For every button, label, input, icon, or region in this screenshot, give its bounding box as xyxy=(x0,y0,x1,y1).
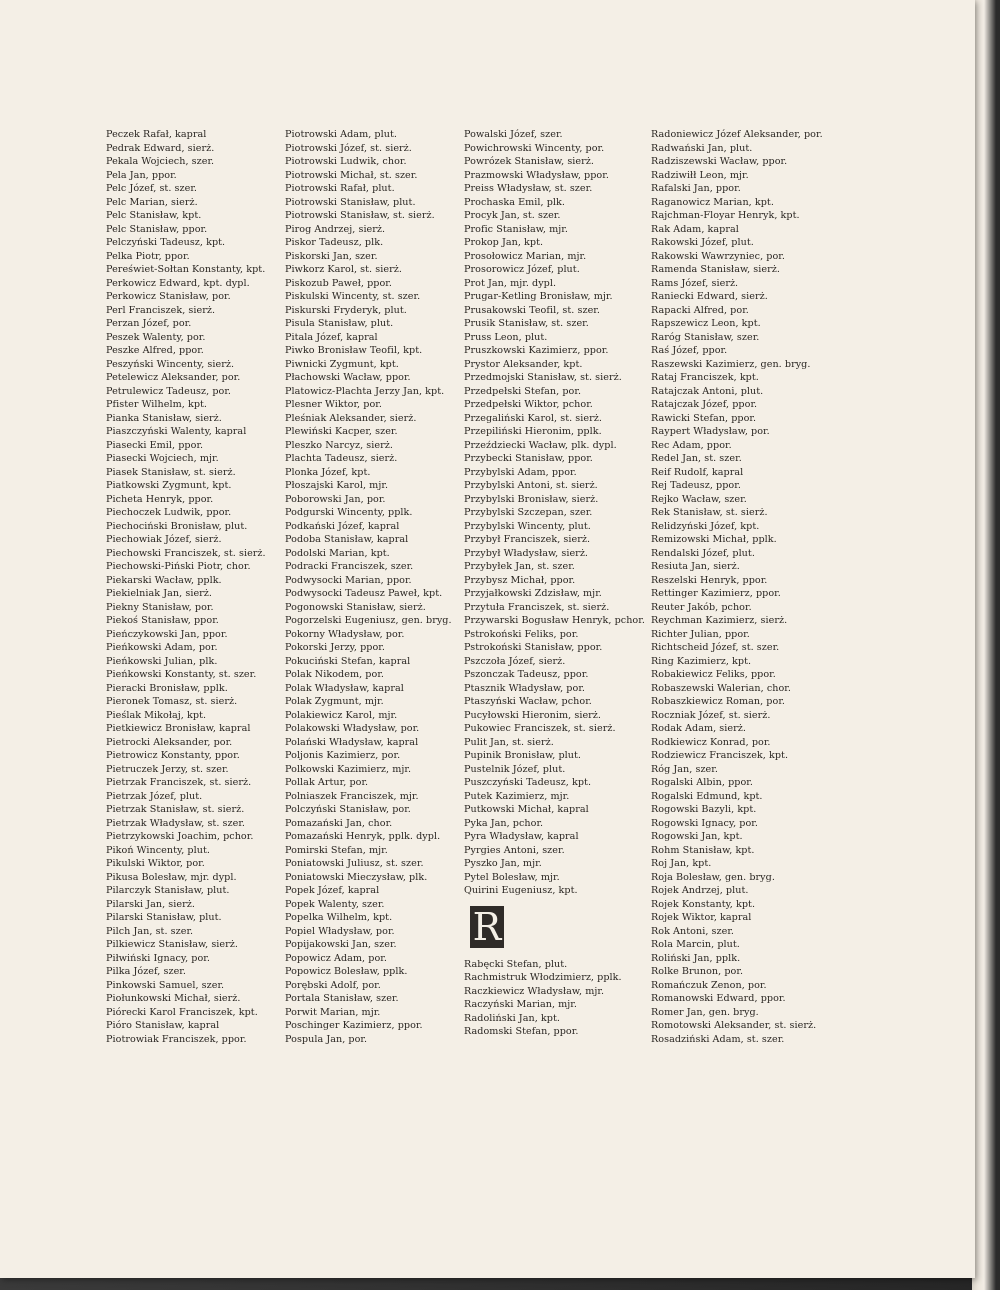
name-entry: Pelc Marian, sierż. xyxy=(106,196,198,208)
name-entry: Remizowski Michał, pplk. xyxy=(651,534,777,545)
name-entry: Richtscheid Józef, st. szer. xyxy=(651,642,780,653)
name-entry: Prosorowicz Józef, plut. xyxy=(464,264,580,275)
name-entry: Podoba Stanisław, kapral xyxy=(285,534,409,545)
name-entry: Popek Walenty, szer. xyxy=(285,898,385,910)
name-entry: Plesner Wiktor, por. xyxy=(285,399,382,410)
name-entry: Piskor Tadeusz, plk. xyxy=(285,237,384,248)
name-entry: Profic Stanisław, mjr. xyxy=(464,223,568,235)
name-entry: Peszek Walenty, por. xyxy=(106,331,206,343)
name-entry: Pokorski Jerzy, ppor. xyxy=(285,642,385,653)
name-entry: Przybylski Antoni, st. sierż. xyxy=(464,480,598,491)
name-entry: Polczyński Stanisław, por. xyxy=(285,804,411,815)
name-entry: Perzan Józef, por. xyxy=(106,318,192,329)
name-column-2 xyxy=(285,128,452,1046)
name-entry: Putek Kazimierz, mjr. xyxy=(464,790,570,802)
name-entry: Radomski Stefan, ppor. xyxy=(464,1026,579,1037)
name-entry: Porwit Marian, mjr. xyxy=(285,1006,381,1018)
name-entry: Perl Franciszek, sierż. xyxy=(106,304,216,316)
name-entry: Pietrowicz Konstanty, ppor. xyxy=(106,750,240,761)
name-entry: Przedpełski Stefan, por. xyxy=(464,385,582,397)
name-entry: Peszyński Wincenty, sierż. xyxy=(106,358,235,370)
name-entry: Przywarski Bogusław Henryk, pchor. xyxy=(464,615,645,626)
name-entry: Raszewski Kazimierz, gen. bryg. xyxy=(651,358,811,370)
name-entry: Pedrak Edward, sierż. xyxy=(106,142,215,154)
name-entry: Pytel Bolesław, mjr. xyxy=(464,871,560,883)
name-entry: Pleszko Narcyz, sierż. xyxy=(285,439,393,451)
name-entry: Piaszczyński Walenty, kapral xyxy=(106,426,247,437)
column-3-r-section xyxy=(464,958,645,1039)
name-entry: Piwko Bronisław Teofil, kpt. xyxy=(285,345,423,356)
name-entry: Roliński Jan, pplk. xyxy=(651,952,741,964)
name-entry: Rapszewicz Leon, kpt. xyxy=(651,318,761,329)
name-entry: Poljonis Kazimierz, por. xyxy=(285,750,401,761)
name-entry: Pruszkowski Kazimierz, ppor. xyxy=(464,345,609,356)
name-entry: Pyka Jan, pchor. xyxy=(464,817,544,829)
name-entry: Przybylski Adam, ppor. xyxy=(464,466,577,478)
name-entry: Plonka Józef, kpt. xyxy=(285,466,371,478)
name-entry: Pietrzak Stanisław, st. sierż. xyxy=(106,804,245,815)
name-entry: Rodziewicz Franciszek, kpt. xyxy=(651,750,789,761)
name-entry: Rams Józef, sierż. xyxy=(651,277,739,289)
name-entry: Przedmojski Stanisław, st. sierż. xyxy=(464,372,622,383)
name-entry: Pfister Wilhelm, kpt. xyxy=(106,399,208,410)
name-entry: Pilarski Jan, sierż. xyxy=(106,898,195,910)
page-edge xyxy=(972,0,1000,1290)
name-entry: Powalski Józef, szer. xyxy=(464,129,563,140)
name-entry: Rachmistruk Włodzimierz, pplk. xyxy=(464,972,622,983)
name-entry: Rola Marcin, plut. xyxy=(651,939,740,950)
name-entry: Porębski Adolf, por. xyxy=(285,979,381,991)
name-entry: Rec Adam, ppor. xyxy=(651,439,732,451)
name-entry: Przybylski Szczepan, szer. xyxy=(464,507,593,518)
name-entry: Płachowski Wacław, ppor. xyxy=(285,372,411,383)
name-entry: Reychman Kazimierz, sierż. xyxy=(651,615,788,626)
name-entry: Romer Jan, gen. bryg. xyxy=(651,1006,759,1018)
name-entry: Pollak Artur, por. xyxy=(285,777,369,788)
name-entry: Pszczoła Józef, sierż. xyxy=(464,655,566,667)
name-entry: Powrózek Stanisław, sierż. xyxy=(464,156,594,167)
name-entry: Pieślak Mikołaj, kpt. xyxy=(106,709,207,721)
name-entry: Piechoczek Ludwik, ppor. xyxy=(106,507,232,518)
name-entry: Pieńkowski Adam, por. xyxy=(106,642,218,653)
name-entry: Pieracki Bronisław, pplk. xyxy=(106,682,228,694)
name-entry: Pomazański Jan, chor. xyxy=(285,817,393,829)
name-entry: Piotrowiak Franciszek, ppor. xyxy=(106,1033,247,1045)
name-entry: Putkowski Michał, kapral xyxy=(464,804,589,815)
name-entry: Rak Adam, kapral xyxy=(651,223,739,235)
name-entry: Przyjałkowski Zdzisław, mjr. xyxy=(464,588,602,599)
name-entry: Pszonczak Tadeusz, ppor. xyxy=(464,669,589,680)
name-entry: Rapacki Alfred, por. xyxy=(651,304,749,316)
name-entry: Piekny Stanisław, por. xyxy=(106,601,214,613)
name-entry: Piwnicki Zygmunt, kpt. xyxy=(285,358,399,370)
name-entry: Plachta Tadeusz, sierż. xyxy=(285,453,398,464)
name-entry: Raróg Stanisław, szer. xyxy=(651,331,760,343)
name-entry: Pstrokoński Stanisław, ppor. xyxy=(464,642,603,653)
name-entry: Pietkiewicz Bronisław, kapral xyxy=(106,723,251,734)
name-entry: Radoliński Jan, kpt. xyxy=(464,1012,560,1024)
name-entry: Romańczuk Zenon, por. xyxy=(651,979,767,991)
name-entry: Prosołowicz Marian, mjr. xyxy=(464,250,587,262)
name-entry: Popijakowski Jan, szer. xyxy=(285,939,397,950)
name-entry: Polniaszek Franciszek, mjr. xyxy=(285,790,419,802)
name-entry: Polakowski Władysław, por. xyxy=(285,723,420,734)
name-entry: Petelewicz Aleksander, por. xyxy=(106,372,241,383)
name-entry: Polak Władysław, kapral xyxy=(285,682,404,694)
name-entry: Rogowski Bazyli, kpt. xyxy=(651,804,757,815)
name-entry: Radziwiłł Leon, mjr. xyxy=(651,169,749,181)
name-entry: Poniatowski Mieczysław, plk. xyxy=(285,871,428,883)
name-entry: Pinkowski Samuel, szer. xyxy=(106,979,225,991)
name-entry: Pupinik Bronisław, plut. xyxy=(464,750,582,761)
name-entry: Piskurski Fryderyk, plut. xyxy=(285,304,407,316)
name-entry: Piotrowski Stanisław, plut. xyxy=(285,196,416,208)
name-entry: Podwysocki Marian, ppor. xyxy=(285,574,412,586)
name-entry: Piechowiak Józef, sierż. xyxy=(106,534,222,545)
name-entry: Raypert Władysław, por. xyxy=(651,426,770,437)
name-entry: Poniatowski Juliusz, st. szer. xyxy=(285,858,424,869)
name-entry: Piskorski Jan, szer. xyxy=(285,250,378,262)
name-entry: Poschinger Kazimierz, ppor. xyxy=(285,1020,423,1031)
name-entry: Rafalski Jan, ppor. xyxy=(651,183,741,194)
name-entry: Przytuła Franciszek, st. sierż. xyxy=(464,601,610,613)
name-entry: Pustelnik Józef, plut. xyxy=(464,763,566,775)
name-entry: Rosadziński Adam, st. szer. xyxy=(651,1033,785,1045)
name-entry: Piekarski Wacław, pplk. xyxy=(106,574,222,586)
name-entry: Pieńkowski Julian, plk. xyxy=(106,655,218,667)
name-entry: Rogalski Edmund, kpt. xyxy=(651,790,763,802)
name-entry: Romotowski Aleksander, st. sierż. xyxy=(651,1020,817,1031)
name-entry: Ptasznik Władysław, por. xyxy=(464,682,585,694)
name-entry: Pelc Stanisław, ppor. xyxy=(106,223,208,235)
name-entry: Pomirski Stefan, mjr. xyxy=(285,844,388,856)
name-entry: Piórecki Karol Franciszek, kpt. xyxy=(106,1006,258,1018)
name-entry: Prot Jan, mjr. dypl. xyxy=(464,277,557,289)
name-entry: Pieńkowski Konstanty, st. szer. xyxy=(106,669,257,680)
name-entry: Piasek Stanisław, st. sierż. xyxy=(106,466,236,478)
name-entry: Peczek Rafał, kapral xyxy=(106,129,207,140)
name-entry: Rodkiewicz Konrad, por. xyxy=(651,736,771,748)
name-entry: Pirog Andrzej, sierż. xyxy=(285,223,386,235)
name-entry: Pleśniak Aleksander, sierż. xyxy=(285,412,417,424)
name-entry: Rojek Konstanty, kpt. xyxy=(651,898,756,910)
name-entry: Ratajczak Józef, ppor. xyxy=(651,399,758,410)
name-entry: Pietrzak Władysław, st. szer. xyxy=(106,817,246,829)
name-entry: Pyszko Jan, mjr. xyxy=(464,858,542,869)
name-entry: Rabęcki Stefan, plut. xyxy=(464,958,568,970)
name-entry: Robaszkiewicz Roman, por. xyxy=(651,696,785,707)
name-entry: Ptaszyński Wacław, pchor. xyxy=(464,696,592,707)
name-entry: Portala Stanisław, szer. xyxy=(285,993,399,1004)
name-entry: Pruss Leon, plut. xyxy=(464,331,548,343)
name-entry: Podkański Józef, kapral xyxy=(285,520,400,532)
name-entry: Pomazański Henryk, pplk. dypl. xyxy=(285,831,441,842)
decorative-initial-r: R xyxy=(470,906,504,948)
name-entry: Piasecki Wojciech, mjr. xyxy=(106,453,219,464)
name-entry: Rettinger Kazimierz, ppor. xyxy=(651,588,781,599)
name-column-1 xyxy=(106,128,266,1046)
name-entry: Richter Julian, ppor. xyxy=(651,628,750,640)
name-entry: Rodak Adam, sierż. xyxy=(651,723,746,734)
name-entry: Pokorny Władysław, por. xyxy=(285,628,405,640)
name-entry: Przybylski Wincenty, plut. xyxy=(464,520,591,532)
name-entry: Pióro Stanisław, kapral xyxy=(106,1020,220,1031)
name-entry: Resiuta Jan, sierż. xyxy=(651,561,740,572)
name-entry: Rakowski Józef, plut. xyxy=(651,237,754,248)
name-entry: Reszelski Henryk, ppor. xyxy=(651,574,768,586)
name-entry: Przybysz Michał, ppor. xyxy=(464,574,576,586)
name-entry: Piołunkowski Michał, sierż. xyxy=(106,993,241,1004)
name-entry: Polakiewicz Karol, mjr. xyxy=(285,709,398,721)
name-entry: Ratajczak Antoni, plut. xyxy=(651,385,764,397)
name-entry: Piwkorz Karol, st. sierż. xyxy=(285,264,402,275)
name-entry: Pitala Józef, kapral xyxy=(285,331,378,343)
name-entry: Pikoń Wincenty, plut. xyxy=(106,844,210,856)
name-entry: Platowicz-Plachta Jerzy Jan, kpt. xyxy=(285,385,445,397)
name-entry: Piłwiński Ignacy, por. xyxy=(106,952,210,964)
column-3-p-section xyxy=(464,128,645,898)
name-entry: Przegaliński Karol, st. sierż. xyxy=(464,412,602,424)
name-entry: Przybecki Stanisław, ppor. xyxy=(464,453,593,464)
name-entry: Robaszewski Walerian, chor. xyxy=(651,682,791,694)
name-entry: Radoniewicz Józef Aleksander, por. xyxy=(651,129,823,140)
name-entry: Pilkiewicz Stanisław, sierż. xyxy=(106,939,238,950)
name-entry: Rogowski Ignacy, por. xyxy=(651,817,758,829)
name-entry: Puszczyński Tadeusz, kpt. xyxy=(464,777,592,788)
name-entry: Raniecki Edward, sierż. xyxy=(651,291,768,302)
name-entry: Peszke Alfred, ppor. xyxy=(106,345,204,356)
name-entry: Popiel Władysław, por. xyxy=(285,925,395,937)
name-entry: Polak Nikodem, por. xyxy=(285,669,385,680)
name-entry: Rogowski Jan, kpt. xyxy=(651,831,743,842)
name-entry: Pietrocki Aleksander, por. xyxy=(106,736,233,748)
name-entry: Prochaska Emil, plk. xyxy=(464,196,566,208)
name-entry: Piekoś Stanisław, ppor. xyxy=(106,615,219,626)
name-entry: Pilarski Stanisław, plut. xyxy=(106,912,222,923)
name-entry: Popowicz Adam, por. xyxy=(285,952,387,964)
name-entry: Perkowicz Edward, kpt. dypl. xyxy=(106,277,250,289)
name-entry: Piechociński Bronisław, plut. xyxy=(106,520,248,532)
name-entry: Piotrowski Stanisław, st. sierż. xyxy=(285,210,435,221)
name-entry: Preiss Władysław, st. szer. xyxy=(464,183,593,194)
name-entry: Przepiliński Hieronim, pplk. xyxy=(464,426,602,437)
name-entry: Reif Rudolf, kapral xyxy=(651,466,744,478)
name-entry: Poborowski Jan, por. xyxy=(285,493,386,505)
name-entry: Roj Jan, kpt. xyxy=(651,858,712,869)
name-entry: Piskozub Paweł, ppor. xyxy=(285,277,392,289)
name-entry: Roczniak Józef, st. sierż. xyxy=(651,709,771,721)
name-entry: Piekielniak Jan, sierż. xyxy=(106,588,213,599)
name-entry: Relidzyński Józef, kpt. xyxy=(651,520,760,532)
name-entry: Popowicz Bolesław, pplk. xyxy=(285,966,408,977)
name-entry: Pilka Józef, szer. xyxy=(106,966,186,977)
name-entry: Raczkiewicz Władysław, mjr. xyxy=(464,985,605,997)
name-entry: Rejko Wacław, szer. xyxy=(651,493,747,505)
name-column-3 xyxy=(464,128,645,1039)
name-entry: Redel Jan, st. szer. xyxy=(651,453,742,464)
name-entry: Pogorzelski Eugeniusz, gen. bryg. xyxy=(285,615,452,626)
name-entry: Piotrowski Adam, plut. xyxy=(285,129,397,140)
name-entry: Rogalski Albin, ppor. xyxy=(651,777,753,788)
name-entry: Przybylski Bronisław, sierż. xyxy=(464,493,599,505)
name-entry: Popelka Wilhelm, kpt. xyxy=(285,912,393,923)
name-entry: Piotrowski Józef, st. sierż. xyxy=(285,142,412,154)
name-entry: Powichrowski Wincenty, por. xyxy=(464,142,605,154)
name-entry: Przeździecki Wacław, plk. dypl. xyxy=(464,439,617,451)
name-entry: Pilarczyk Stanisław, plut. xyxy=(106,885,230,896)
name-entry: Raczyński Marian, mjr. xyxy=(464,999,577,1010)
name-entry: Polański Władysław, kapral xyxy=(285,736,419,748)
name-entry: Pelczyński Tadeusz, kpt. xyxy=(106,237,226,248)
name-entry: Prusakowski Teofil, st. szer. xyxy=(464,304,600,316)
name-entry: Podgurski Wincenty, pplk. xyxy=(285,507,413,518)
name-entry: Piotrowski Rafał, plut. xyxy=(285,183,395,194)
name-entry: Pstrokoński Feliks, por. xyxy=(464,628,579,640)
name-entry: Piechowski Franciszek, st. sierż. xyxy=(106,547,266,559)
name-entry: Piasecki Emil, ppor. xyxy=(106,439,204,451)
name-entry: Ramenda Stanisław, sierż. xyxy=(651,264,780,275)
name-entry: Podolski Marian, kpt. xyxy=(285,547,390,559)
name-entry: Roja Bolesław, gen. bryg. xyxy=(651,871,775,883)
name-entry: Pokuciński Stefan, kapral xyxy=(285,655,411,667)
name-entry: Rojek Andrzej, plut. xyxy=(651,885,749,896)
name-entry: Pospula Jan, por. xyxy=(285,1033,368,1045)
name-entry: Pietrzak Franciszek, st. sierż. xyxy=(106,777,252,788)
name-entry: Piskulski Wincenty, st. szer. xyxy=(285,291,421,302)
name-entry: Pelc Stanisław, kpt. xyxy=(106,210,202,221)
name-entry: Prusik Stanisław, st. szer. xyxy=(464,318,589,329)
name-entry: Radziszewski Wacław, ppor. xyxy=(651,156,788,167)
name-entry: Pelc Józef, st. szer. xyxy=(106,183,198,194)
name-entry: Prugar-Ketling Bronisław, mjr. xyxy=(464,291,613,302)
name-entry: Pianka Stanisław, sierż. xyxy=(106,412,222,424)
name-entry: Pietrzak Józef, plut. xyxy=(106,790,203,802)
name-entry: Ring Kazimierz, kpt. xyxy=(651,655,752,667)
name-entry: Płoszajski Karol, mjr. xyxy=(285,480,389,491)
name-entry: Pikulski Wiktor, por. xyxy=(106,858,205,869)
name-entry: Pogonowski Stanisław, sierż. xyxy=(285,601,426,613)
name-entry: Raganowicz Marian, kpt. xyxy=(651,196,774,208)
name-entry: Pieńczykowski Jan, ppor. xyxy=(106,628,228,640)
name-entry: Picheta Henryk, ppor. xyxy=(106,493,214,505)
name-entry: Petrulewicz Tadeusz, por. xyxy=(106,385,232,397)
name-entry: Rakowski Wawrzyniec, por. xyxy=(651,250,785,262)
name-entry: Rolke Brunon, por. xyxy=(651,966,744,977)
name-entry: Przybył Władysław, sierż. xyxy=(464,547,589,559)
name-entry: Prystor Aleksander, kpt. xyxy=(464,358,583,370)
name-entry: Prokop Jan, kpt. xyxy=(464,237,544,248)
name-entry: Robakiewicz Feliks, ppor. xyxy=(651,669,776,680)
name-entry: Pieronek Tomasz, st. sierż. xyxy=(106,696,238,707)
name-entry: Pietruczek Jerzy, st. szer. xyxy=(106,763,229,775)
name-entry: Pukowiec Franciszek, st. sierż. xyxy=(464,723,616,734)
name-entry: Pela Jan, ppor. xyxy=(106,169,177,181)
name-entry: Rohm Stanisław, kpt. xyxy=(651,844,755,856)
name-entry: Podracki Franciszek, szer. xyxy=(285,561,414,572)
name-entry: Piechowski-Piński Piotr, chor. xyxy=(106,561,251,572)
name-entry: Pereświet-Sołtan Konstanty, kpt. xyxy=(106,264,266,275)
name-entry: Quirini Eugeniusz, kpt. xyxy=(464,885,578,896)
name-entry: Raś Józef, ppor. xyxy=(651,345,728,356)
name-entry: Perkowicz Stanisław, por. xyxy=(106,291,231,302)
name-entry: Pikusa Bolesław, mjr. dypl. xyxy=(106,871,237,883)
name-entry: Polkowski Kazimierz, mjr. xyxy=(285,763,412,775)
name-entry: Piatkowski Zygmunt, kpt. xyxy=(106,480,232,491)
name-entry: Przybyłek Jan, st. szer. xyxy=(464,561,575,572)
name-entry: Pietrzykowski Joachim, pchor. xyxy=(106,831,254,842)
name-entry: Romanowski Edward, ppor. xyxy=(651,993,786,1004)
name-entry: Pelka Piotr, ppor. xyxy=(106,250,190,262)
name-entry: Rendalski Józef, plut. xyxy=(651,547,755,559)
name-entry: Przedpełski Wiktor, pchor. xyxy=(464,399,593,410)
name-entry: Plewiński Kacper, szer. xyxy=(285,426,398,437)
name-entry: Polak Zygmunt, mjr. xyxy=(285,696,384,707)
name-entry: Prazmowski Władysław, ppor. xyxy=(464,169,609,181)
name-entry: Reuter Jakób, pchor. xyxy=(651,601,752,613)
name-entry: Pulit Jan, st. sierż. xyxy=(464,736,554,748)
name-entry: Róg Jan, szer. xyxy=(651,763,718,775)
name-entry: Piotrowski Michał, st. szer. xyxy=(285,169,418,181)
name-entry: Pyra Władysław, kapral xyxy=(464,831,579,842)
name-entry: Radwański Jan, plut. xyxy=(651,142,753,154)
name-entry: Rojek Wiktor, kapral xyxy=(651,912,752,923)
name-entry: Rej Tadeusz, ppor. xyxy=(651,480,741,491)
name-entry: Popek Józef, kapral xyxy=(285,885,380,896)
name-entry: Podwysocki Tadeusz Paweł, kpt. xyxy=(285,588,443,599)
name-entry: Pucyłowski Hieronim, sierż. xyxy=(464,709,602,721)
name-entry: Pyrgies Antoni, szer. xyxy=(464,844,565,856)
name-entry: Przybył Franciszek, sierż. xyxy=(464,534,591,545)
name-entry: Rawicki Stefan, ppor. xyxy=(651,412,757,424)
name-column-4 xyxy=(651,128,823,1046)
name-entry: Rajchman-Floyar Henryk, kpt. xyxy=(651,210,800,221)
name-entry: Pilch Jan, st. szer. xyxy=(106,925,194,937)
name-entry: Pekala Wojciech, szer. xyxy=(106,156,215,167)
name-entry: Pisula Stanisław, plut. xyxy=(285,318,394,329)
name-entry: Piotrowski Ludwik, chor. xyxy=(285,156,407,167)
name-entry: Procyk Jan, st. szer. xyxy=(464,210,561,221)
name-entry: Rataj Franciszek, kpt. xyxy=(651,372,759,383)
name-entry: Rek Stanisław, st. sierż. xyxy=(651,507,768,518)
name-entry: Rok Antoni, szer. xyxy=(651,925,735,937)
